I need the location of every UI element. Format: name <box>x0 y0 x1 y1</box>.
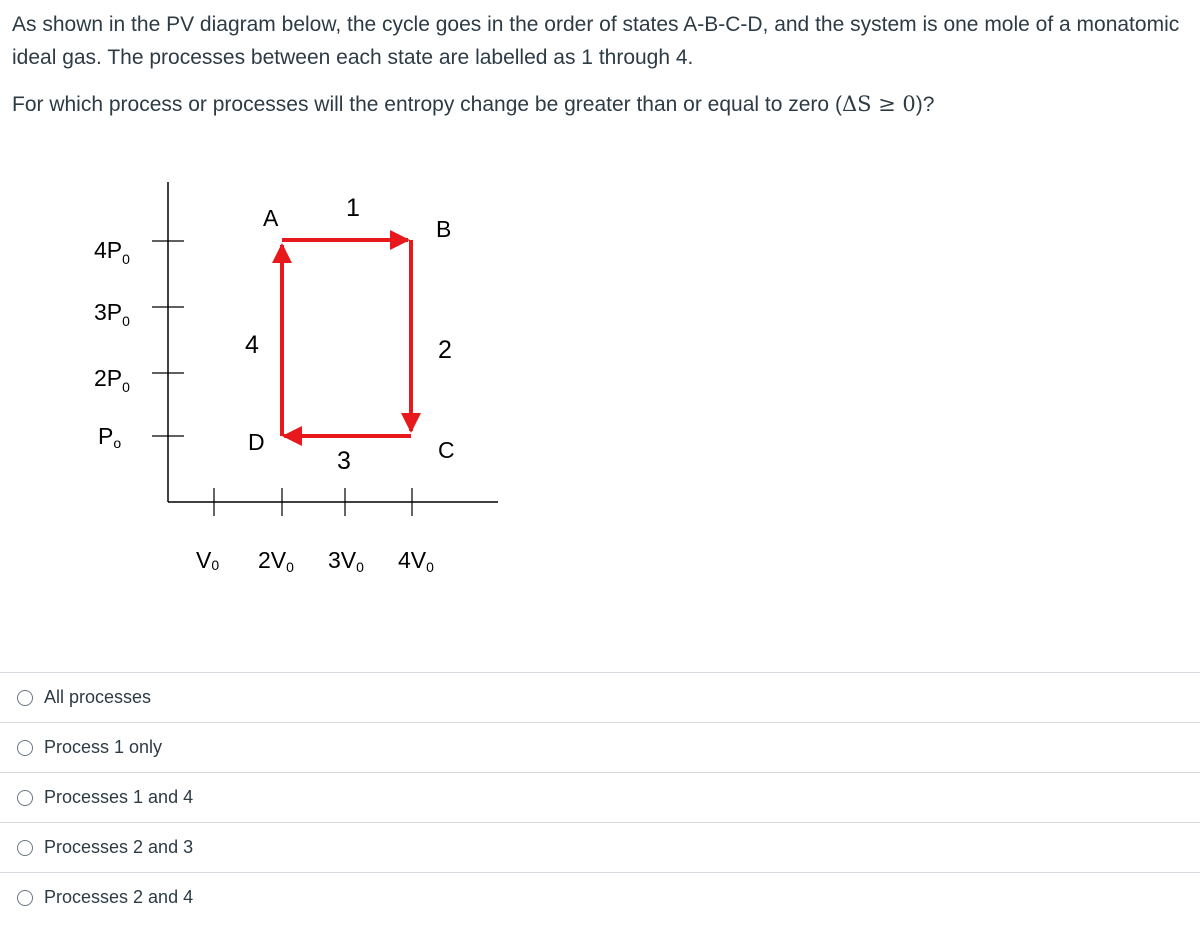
state-label-b: B <box>436 216 452 242</box>
answer-label: Processes 2 and 3 <box>44 837 194 857</box>
volume-label-2v0: 2V0 <box>258 547 294 575</box>
volume-label-4v0: 4V0 <box>398 547 434 575</box>
radio-button[interactable] <box>17 890 33 906</box>
process-label-3: 3 <box>337 447 351 475</box>
answer-option[interactable] <box>0 772 1200 822</box>
radio-button[interactable] <box>17 790 33 806</box>
volume-label-v0: V0 <box>196 547 220 573</box>
state-label-c: C <box>438 437 455 463</box>
state-label-d: D <box>248 429 265 455</box>
volume-label-3v0: 3V0 <box>328 547 364 575</box>
entropy-condition: ΔS ≥ 0 <box>841 92 916 116</box>
answer-option[interactable] <box>0 872 1200 922</box>
process-label-4: 4 <box>245 331 259 359</box>
process-label-2: 2 <box>438 336 452 364</box>
radio-button[interactable] <box>17 840 33 856</box>
question-paragraph-1: As shown in the PV diagram below, the cycle goes in the order of states A-B-C-D, and the system is one mole of a monatomic ideal gas. The processes between each state are labelled as 1 through 4. <box>12 13 1180 69</box>
pressure-label-3p0: $3P_0$ <box>94 299 130 329</box>
answer-label: Process 1 only <box>44 737 163 757</box>
radio-button[interactable] <box>17 740 33 756</box>
question-prefix: For which process or processes will the entropy change be greater than or equal to zero ( <box>12 93 842 116</box>
answer-option[interactable] <box>0 722 1200 772</box>
pressure-label-p0: Po <box>98 423 122 451</box>
answer-label: Processes 2 and 4 <box>44 887 194 907</box>
answer-options <box>0 672 1200 922</box>
answer-label: All processes <box>44 687 152 707</box>
question-suffix: )? <box>915 93 935 116</box>
answer-option[interactable] <box>0 672 1200 722</box>
question-paragraph-2 <box>12 88 1188 121</box>
answer-option[interactable] <box>0 822 1200 872</box>
radio-button[interactable] <box>17 690 33 706</box>
answer-label: Processes 1 and 4 <box>44 787 194 807</box>
pv-diagram <box>0 150 520 590</box>
pressure-label-2p0: $2P_0$ <box>94 365 130 395</box>
state-label-a: A <box>263 205 279 231</box>
pressure-label-4p0: $4P_0$ <box>94 237 130 267</box>
process-label-1: 1 <box>346 194 360 222</box>
